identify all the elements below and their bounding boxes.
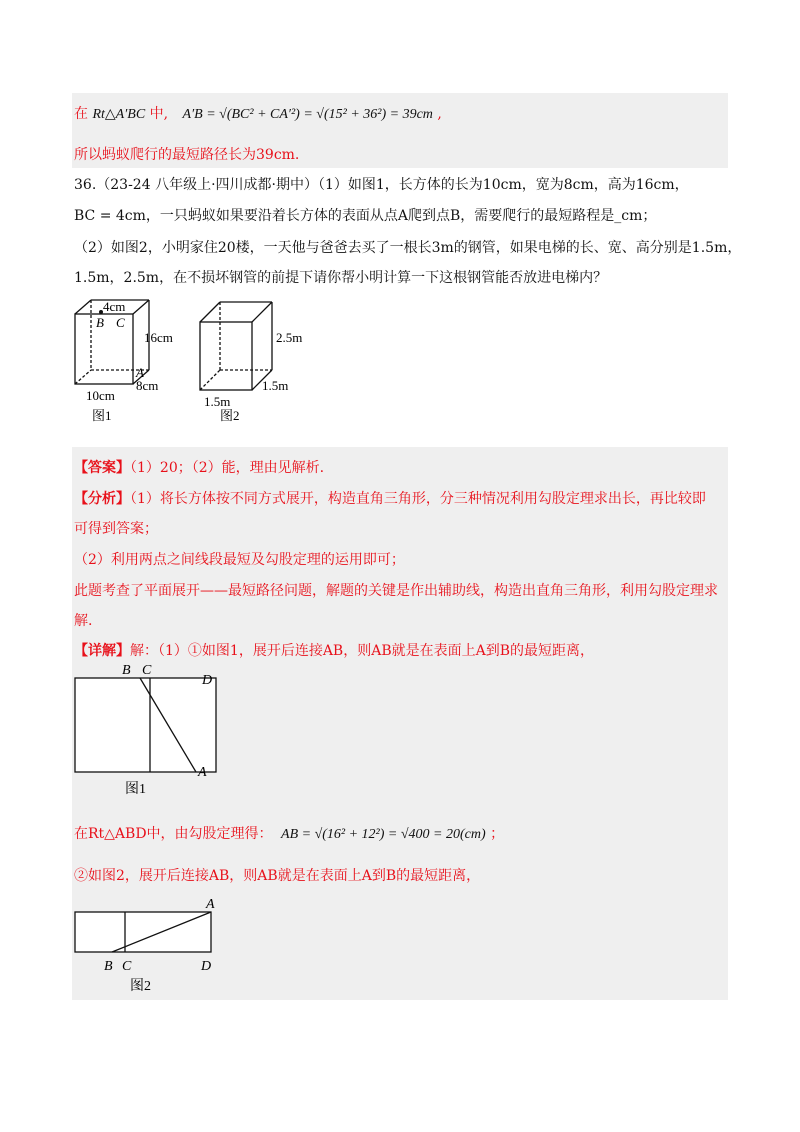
solution-line-1: 在 Rt△A′BC 中, A′B = √(BC² + CA′²) = √(15² + 36²) = 39cm , bbox=[74, 106, 442, 122]
analysis-line-2: 可得到答案； bbox=[74, 521, 158, 537]
analysis-line-5: 解. bbox=[74, 613, 93, 629]
fig2-length-label: 1.5m bbox=[204, 394, 231, 409]
fig1-caption: 图1 bbox=[92, 408, 112, 423]
fig1-point-c: C bbox=[116, 315, 125, 330]
cuboid-figure-1 bbox=[66, 292, 196, 432]
unf1-point-c: C bbox=[142, 663, 152, 678]
unfolded-figure-2 bbox=[70, 892, 220, 1000]
unf2-point-c: C bbox=[122, 959, 132, 974]
question-line-4: 1.5m，2.5m，在不损坏钢管的前提下请你帮小明计算一下这根钢管能否放进电梯内？ bbox=[74, 270, 608, 286]
fig1-length-label: 10cm bbox=[86, 388, 115, 403]
calc-line-1: 在Rt△ABD中，由勾股定理得： AB = √(16² + 12²) = √400 = 20(cm) ； bbox=[74, 826, 505, 842]
analysis-line-4: 此题考查了平面展开——最短路径问题，解题的关键是作出辅助线，构造出直角三角形，利用勾股定理求 bbox=[74, 583, 718, 599]
unfolded-figure-1 bbox=[70, 660, 220, 800]
fig1-top-label: 4cm bbox=[103, 299, 126, 314]
unf2-point-b: B bbox=[104, 959, 113, 974]
question-line-2: BC = 4cm，一只蚂蚁如果要沿着长方体的表面从点A爬到点B，需要爬行的最短路程是_cm； bbox=[74, 208, 657, 224]
unf1-point-b: B bbox=[122, 663, 131, 678]
fig1-point-b: B bbox=[96, 315, 104, 330]
unf2-caption: 图2 bbox=[130, 979, 151, 994]
detail-line-1: 【详解】解：（1）①如图1，展开后连接AB，则AB就是在表面上A到B的最短距离， bbox=[74, 643, 595, 659]
question-line-3: （2）如图2，小明家住20楼，一天他与爸爸去买了一根长3m的钢管，如果电梯的长、宽、高分别是1.5m， bbox=[74, 240, 742, 256]
answer-line: 【答案】（1）20；（2）能，理由见解析. bbox=[74, 460, 325, 476]
unf2-point-d: D bbox=[201, 959, 212, 974]
unf1-point-d: D bbox=[202, 673, 213, 688]
unf1-caption: 图1 bbox=[125, 782, 146, 797]
analysis-line-3: （2）利用两点之间线段最短及勾股定理的运用即可； bbox=[74, 552, 405, 568]
fig1-point-a: A bbox=[136, 365, 144, 380]
analysis-line-1: 【分析】（1）将长方体按不同方式展开，构造直角三角形，分三种情况利用勾股定理求出长，再比较即 bbox=[74, 491, 706, 507]
unf2-point-a: A bbox=[206, 897, 215, 912]
fig1-width-label: 8cm bbox=[136, 378, 159, 393]
fig2-width-label: 1.5m bbox=[262, 378, 289, 393]
question-line-1: 36.（23-24 八年级上·四川成都·期中）（1）如图1，长方体的长为10cm，宽为8cm，高为16cm， bbox=[74, 177, 689, 193]
fig1-height-label: 16cm bbox=[144, 330, 173, 345]
step-2-line: ②如图2，展开后连接AB，则AB就是在表面上A到B的最短距离， bbox=[74, 868, 481, 884]
unf1-point-a: A bbox=[198, 765, 207, 780]
fig2-height-label: 2.5m bbox=[276, 330, 303, 345]
elevator-figure-2 bbox=[196, 292, 326, 432]
solution-line-2: 所以蚂蚁爬行的最短路径长为39cm. bbox=[74, 147, 300, 163]
fig2-caption: 图2 bbox=[220, 408, 240, 423]
